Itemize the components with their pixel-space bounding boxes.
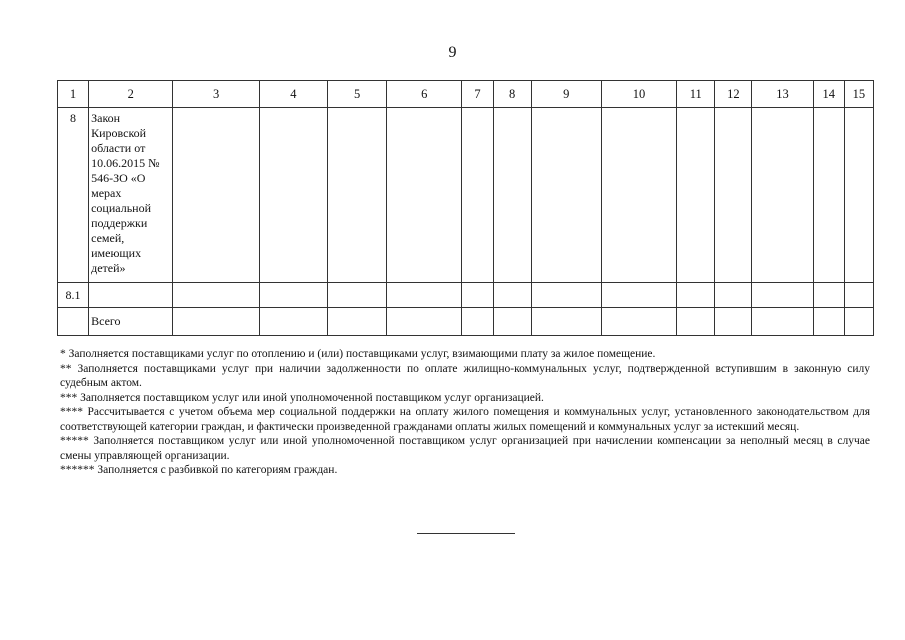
table-cell [387,108,462,283]
table-cell [752,308,813,336]
table-cell [601,308,676,336]
column-header: 3 [173,81,259,108]
table-cell [387,283,462,308]
footnote: *** Заполняется поставщиком услуг или иной уполномоченной поставщиком услуг организацией. [60,391,544,404]
table-cell [327,108,386,283]
column-header: 15 [844,81,873,108]
column-header: 10 [601,81,676,108]
table-cell [601,283,676,308]
table-cell [493,283,531,308]
table-cell [259,283,327,308]
table-cell [677,108,715,283]
table-cell [462,308,493,336]
table-cell [173,308,259,336]
table-cell [752,108,813,283]
column-header: 12 [715,81,752,108]
table-cell [844,108,873,283]
row-label: Закон Кировской области от 10.06.2015 № 546-ЗО «О мерах социальной поддержки семей, имеющих детей» [89,108,173,283]
column-header: 8 [493,81,531,108]
column-header: 14 [813,81,844,108]
table-cell [813,108,844,283]
table-cell [813,308,844,336]
table-cell [259,308,327,336]
table-cell [813,283,844,308]
column-header: 13 [752,81,813,108]
table-header-row [58,81,874,108]
table-cell [493,108,531,283]
footnote: ****** Заполняется с разбивкой по категориям граждан. [60,464,338,476]
row-number: 8 [58,108,89,283]
table-cell [844,283,873,308]
table-cell [844,308,873,336]
table-cell [493,308,531,336]
column-header: 1 [58,81,89,108]
row-number [58,308,89,336]
footnote: ** Заполняется поставщиками услуг при наличии задолженности по оплате жилищно-коммунальных услуг, подтвержденной вступившим в законную силу судебным актом. [60,362,870,389]
table-cell [327,308,386,336]
column-header: 2 [89,81,173,108]
row-label [89,283,173,308]
table-cell [531,308,601,336]
table-cell [462,283,493,308]
column-header: 7 [462,81,493,108]
column-header: 6 [387,81,462,108]
data-table [57,80,874,336]
table-cell [259,108,327,283]
table-cell [462,108,493,283]
table-row [58,308,874,336]
footnote: * Заполняется поставщиками услуг по отоплению и (или) поставщиками услуг, взимающими плату за жилое помещение. [60,348,656,360]
table-cell [327,283,386,308]
column-header: 9 [531,81,601,108]
table-cell [531,108,601,283]
page-number: 9 [448,44,457,61]
table-cell [387,308,462,336]
table-cell [531,283,601,308]
row-label: Всего [89,308,173,336]
footnote: **** Рассчитывается с учетом объема мер социальной поддержки на оплату жилого помещения и коммунальных услуг, установленного законодательством для соответствующей категории граждан, и фактически произведенной гражданами оплаты жилых помещений и коммунальных услуг за истекший месяц. [60,406,870,433]
table-cell [715,308,752,336]
table-cell [601,108,676,283]
table-cell [677,308,715,336]
table-cell [173,108,259,283]
column-header: 4 [259,81,327,108]
table-cell [715,283,752,308]
footer-divider [417,533,515,534]
row-number: 8.1 [58,283,89,308]
footnote: ***** Заполняется поставщиком услуг или иной уполномоченной поставщиком услуг организацией при начислении компенсации за неполный месяц в случае смены управляющей организации. [60,435,870,462]
table-cell [752,283,813,308]
table-cell [173,283,259,308]
table-cell [715,108,752,283]
table-row [58,283,874,308]
footnotes [60,347,870,478]
table-cell [677,283,715,308]
table-row [58,108,874,283]
column-header: 11 [677,81,715,108]
column-header: 5 [327,81,386,108]
